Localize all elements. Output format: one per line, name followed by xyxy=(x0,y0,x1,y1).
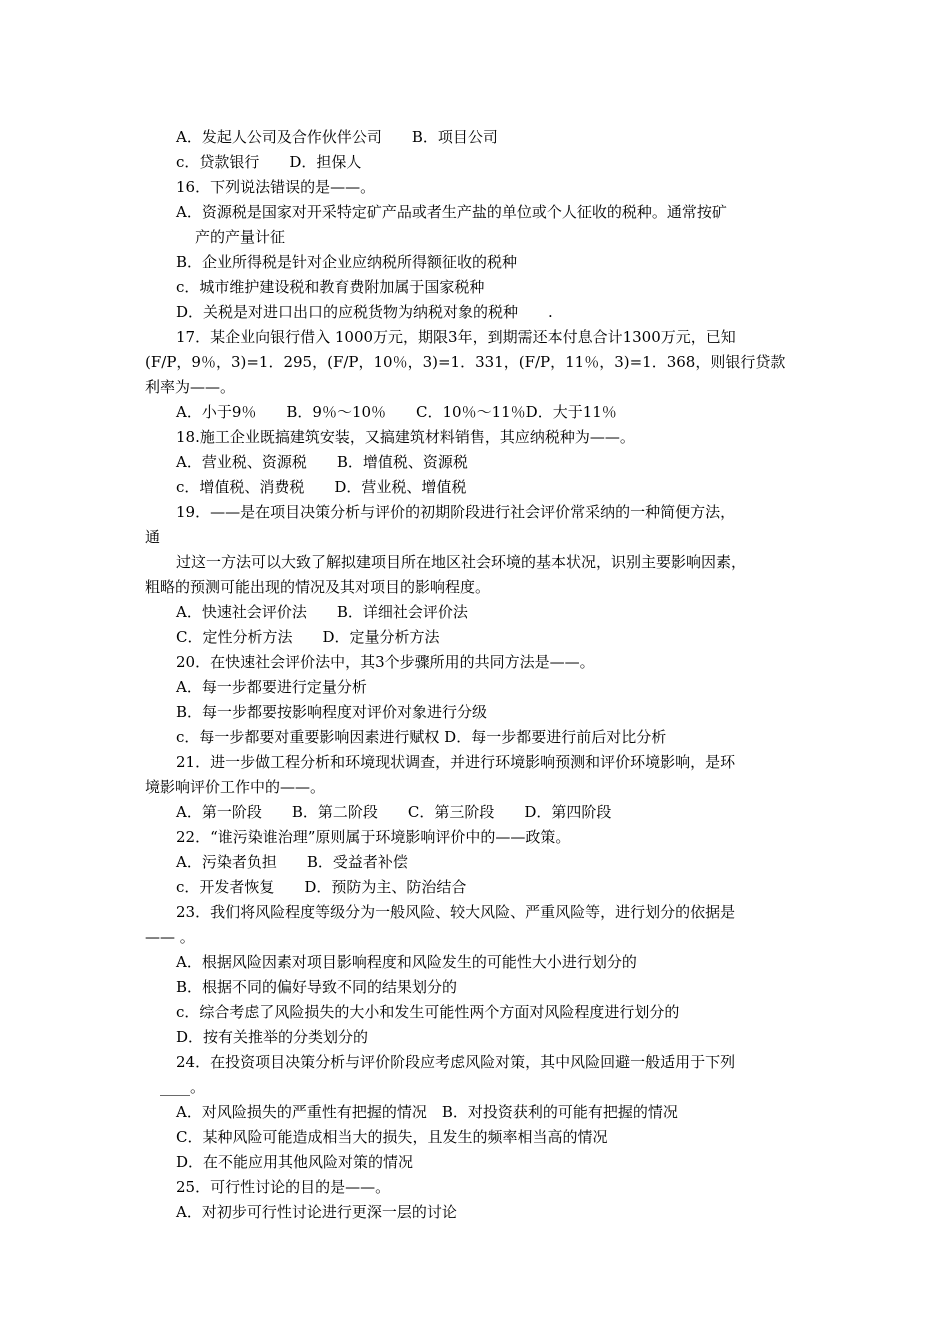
line-q24-option-d: D．在不能应用其他风险对策的情况 xyxy=(176,1153,414,1171)
line-q20-option-b: B．每一步都要按影响程度对评价对象进行分级 xyxy=(176,703,488,721)
line-q16-option-b: B．企业所得税是针对企业应纳税所得额征收的税种 xyxy=(176,253,518,271)
line-q16-option-d: D．关税是对进口出口的应税货物为纳税对象的税种 . xyxy=(176,303,553,321)
line-q19-options-ab: A．快速社会评价法 B．详细社会评价法 xyxy=(176,603,468,621)
line-q23-option-d: D．按有关推举的分类划分的 xyxy=(176,1028,369,1046)
line-q17-stem: 17．某企业向银行借入 1000万元，期限3年，到期需还本付息合计1300万元，已知 xyxy=(176,328,736,346)
line-q16-option-a-cont: 产的产量计征 xyxy=(195,228,286,246)
line-q24-stem: 24．在投资项目决策分析与评价阶段应考虑风险对策，其中风险回避一般适用于下列 xyxy=(176,1053,736,1071)
line-q19-stem-wrap: 通 xyxy=(145,528,161,546)
line-q22-options-cd: c．开发者恢复 D．预防为主、防治结合 xyxy=(176,878,467,896)
line-q19-stem-end: 粗略的预测可能出现的情况及其对项目的影响程度。 xyxy=(145,578,491,596)
line-q21-stem: 21．进一步做工程分析和环境现状调查，并进行环境影响预测和评价环境影响，是环 xyxy=(176,753,736,771)
line-q17-stem-cont: (F/P，9％，3)=1．295，(F/P，10％，3)=1．331，(F/P，11％，3)=1．368，则银行贷款 xyxy=(145,353,786,371)
line-q19-stem: 19．——是在项目决策分析与评价的初期阶段进行社会评价常采纳的一种简便方法， xyxy=(176,503,736,521)
line-q22-options-ab: A．污染者负担 B．受益者补偿 xyxy=(176,853,408,871)
line-q18-stem: 18.施工企业既搞建筑安装，又搞建筑材料销售，其应纳税种为——。 xyxy=(176,428,635,446)
line-q24-option-c: C．某种风险可能造成相当大的损失，且发生的频率相当高的情况 xyxy=(176,1128,608,1146)
line-q23-option-a: A．根据风险因素对项目影响程度和风险发生的可能性大小进行划分的 xyxy=(176,953,637,971)
line-q16-option-a: A．资源税是国家对开采特定矿产品或者生产盐的单位或个人征收的税种。通常按矿 xyxy=(176,203,727,221)
line-q16-option-c: c．城市维护建设税和教育费附加属于国家税种 xyxy=(176,278,485,296)
line-q20-option-a: A．每一步都要进行定量分析 xyxy=(176,678,367,696)
line-q23-stem: 23．我们将风险程度等级分为一般风险、较大风险、严重风险等，进行划分的依据是 xyxy=(176,903,736,921)
line-q24-stem-end: ____。 xyxy=(160,1078,206,1096)
line-q17-options: A．小于9％ B．9％～10％ C．10％～11％D．大于11％ xyxy=(176,403,617,421)
line-q25-stem: 25．可行性讨论的目的是——。 xyxy=(176,1178,391,1196)
line-q23-stem-end: —— 。 xyxy=(145,928,195,946)
line-q25-option-a: A．对初步可行性讨论进行更深一层的讨论 xyxy=(176,1203,457,1221)
line-q16-stem: 16．下列说法错误的是——。 xyxy=(176,178,376,196)
line-q22-stem: 22．“谁污染谁治理”原则属于环境影响评价中的——政策。 xyxy=(176,828,571,846)
line-q23-option-c: c．综合考虑了风险损失的大小和发生可能性两个方面对风险程度进行划分的 xyxy=(176,1003,680,1021)
line-q19-options-cd: C．定性分析方法 D．定量分析方法 xyxy=(176,628,440,646)
line-q24-options-ab: A．对风险损失的严重性有把握的情况 B．对投资获利的可能有把握的情况 xyxy=(176,1103,678,1121)
line-q18-options-ab: A．营业税、资源税 B．增值税、资源税 xyxy=(176,453,468,471)
line-q23-option-b: B．根据不同的偏好导致不同的结果划分的 xyxy=(176,978,458,996)
line-q21-options: A．第一阶段 B．第二阶段 C．第三阶段 D．第四阶段 xyxy=(176,803,612,821)
line-q20-options-cd: c．每一步都要对重要影响因素进行赋权 D．每一步都要进行前后对比分析 xyxy=(176,728,667,746)
line-q17-stem-end: 利率为——。 xyxy=(145,378,236,396)
line-q19-stem-cont: 过这一方法可以大致了解拟建项目所在地区社会环境的基本状况，识别主要影响因素， xyxy=(176,553,747,571)
line-q15-options-ab: A．发起人公司及合作伙伴公司 B．项目公司 xyxy=(176,128,498,146)
line-q20-stem: 20．在快速社会评价法中，其3个步骤所用的共同方法是——。 xyxy=(176,653,595,671)
line-q21-stem-end: 境影响评价工作中的——。 xyxy=(145,778,326,796)
line-q15-options-cd: c．贷款银行 D．担保人 xyxy=(176,153,362,171)
line-q18-options-cd: c．增值税、消费税 D．营业税、增值税 xyxy=(176,478,467,496)
